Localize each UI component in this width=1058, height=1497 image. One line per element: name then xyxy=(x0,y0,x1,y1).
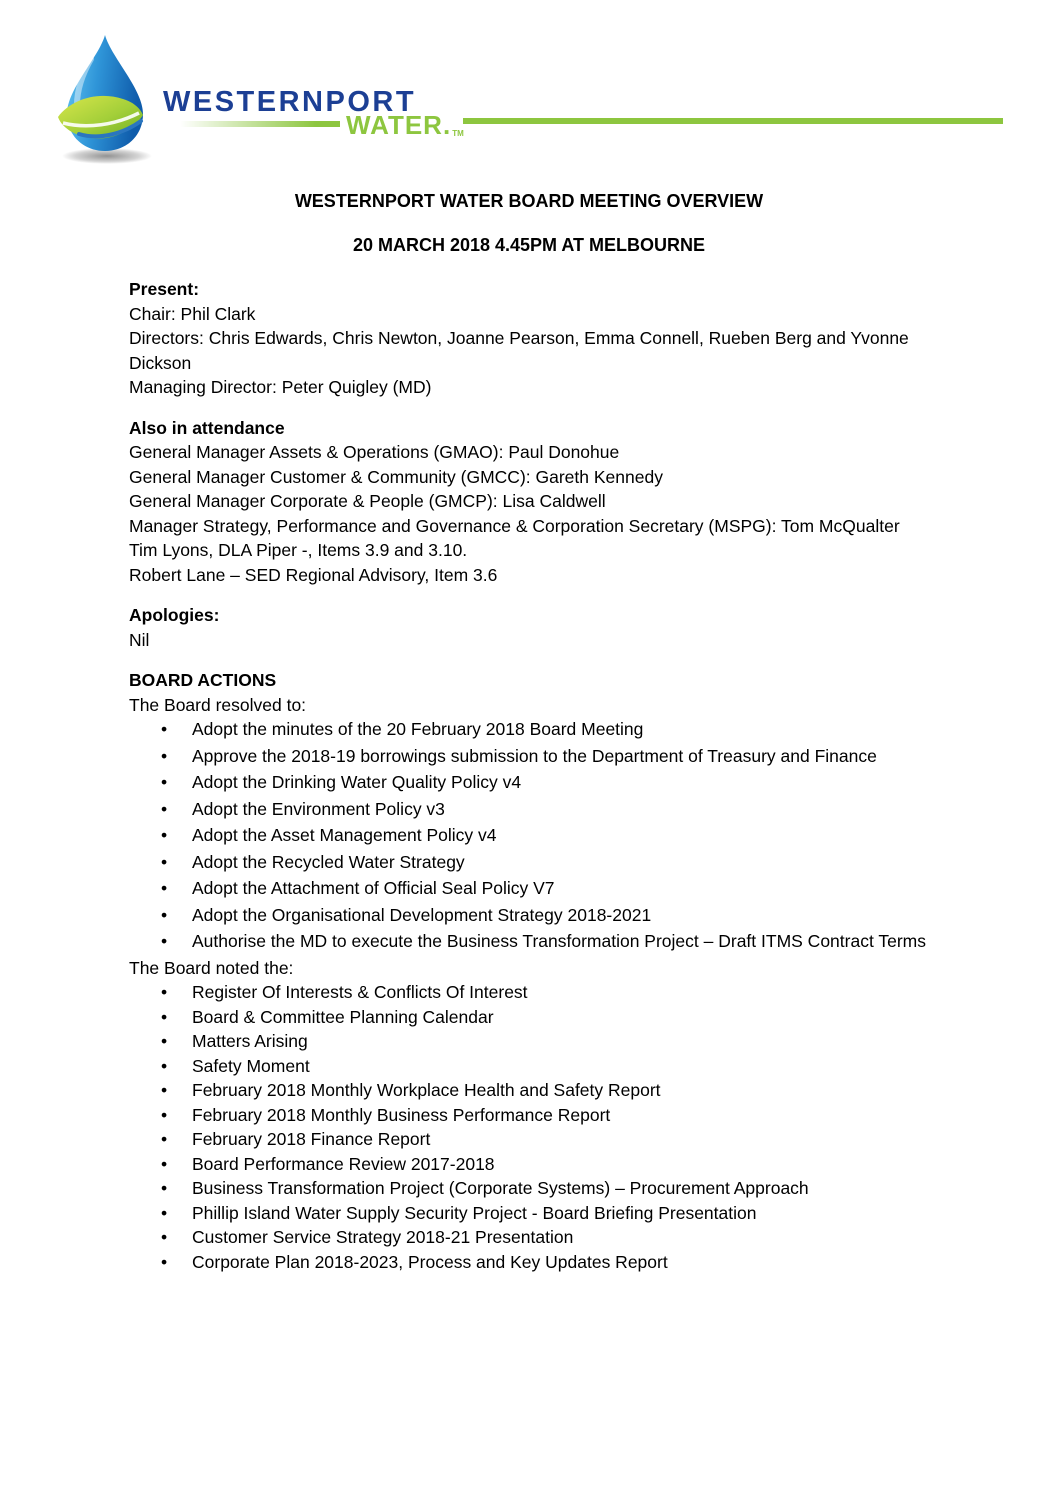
text-line: Nil xyxy=(129,629,150,650)
list-item xyxy=(129,1225,930,1250)
list-item-text: • Adopt the Environment Policy v3 xyxy=(192,798,445,819)
brand-name-westernport: WESTERNPORT xyxy=(163,86,417,118)
resolved-intro: The Board resolved to: xyxy=(129,694,307,715)
logo-header xyxy=(0,0,1058,175)
text-line: General Manager Assets & Operations (GMAO): Paul Donohue xyxy=(129,442,620,462)
brand-name-water xyxy=(346,110,464,141)
list-item-text: • Safety Moment xyxy=(192,1055,310,1076)
text-line: Tim Lyons, DLA Piper -, Items 3.9 and 3.10. xyxy=(129,540,468,560)
list-item-text: • Phillip Island Water Supply Security Project - Board Briefing Presentation xyxy=(192,1202,757,1223)
water-drop-leaf-logo-icon xyxy=(57,33,153,170)
board-actions-heading: BOARD ACTIONS xyxy=(129,670,277,690)
list-item-text: • Adopt the Drinking Water Quality Policy v4 xyxy=(192,772,522,792)
brand-gradient-bar xyxy=(180,121,340,127)
list-item-text: • Approve the 2018-19 borrowings submission to the Department of Treasury and Finance xyxy=(192,745,877,766)
page-title: WESTERNPORT WATER BOARD MEETING OVERVIEW xyxy=(294,191,764,211)
resolved-list xyxy=(129,717,930,954)
list-item-text: • Board Performance Review 2017-2018 xyxy=(192,1153,495,1174)
list-item xyxy=(129,1250,930,1275)
noted-list xyxy=(129,980,930,1274)
list-item xyxy=(129,1029,930,1054)
list-item xyxy=(129,1127,930,1152)
list-item-text: • Register Of Interests & Conflicts Of Interest xyxy=(192,982,528,1002)
list-item-text: • Matters Arising xyxy=(192,1031,308,1051)
list-item-text: • Adopt the Attachment of Official Seal Policy V7 xyxy=(192,878,555,898)
text-line: Robert Lane – SED Regional Advisory, Item 3.6 xyxy=(129,564,498,585)
list-item-text: • Authorise the MD to execute the Business Transformation Project – Draft ITMS Contract Terms xyxy=(192,931,927,951)
trademark-mark: TM xyxy=(452,129,464,138)
list-item xyxy=(129,744,930,769)
present-heading: Present: xyxy=(129,279,200,299)
section-board-actions xyxy=(129,668,930,1274)
list-item xyxy=(129,1054,930,1079)
list-item-text: • February 2018 Monthly Business Performance Report xyxy=(192,1104,611,1125)
attendance-heading: Also in attendance xyxy=(129,417,285,438)
list-item xyxy=(129,929,930,954)
list-item xyxy=(129,1005,930,1030)
text-line: Chair: Phil Clark xyxy=(129,303,256,324)
list-item xyxy=(129,850,930,875)
list-item xyxy=(129,903,930,928)
list-item xyxy=(129,1201,930,1226)
text-line: General Manager Corporate & People (GMCP): Lisa Caldwell xyxy=(129,491,606,511)
list-item xyxy=(129,1103,930,1128)
list-item xyxy=(129,823,930,848)
list-item xyxy=(129,770,930,795)
document-body xyxy=(0,277,1058,1274)
list-item-text: • Adopt the Asset Management Policy v4 xyxy=(192,825,497,845)
text-line: Manager Strategy, Performance and Governance & Corporation Secretary (MSPG): Tom McQualter xyxy=(129,515,900,536)
list-item xyxy=(129,980,930,1005)
list-item-text: • Corporate Plan 2018-2023, Process and Key Updates Report xyxy=(192,1251,668,1272)
brand-water-text: WATER. xyxy=(346,110,452,140)
section-present xyxy=(129,277,930,400)
section-attendance xyxy=(129,416,930,588)
list-item-text: • February 2018 Finance Report xyxy=(192,1129,431,1149)
text-line: Directors: Chris Edwards, Chris Newton, Joanne Pearson, Emma Connell, Rueben Berg and Yvonne Dickson xyxy=(129,328,909,373)
list-item xyxy=(129,876,930,901)
list-item xyxy=(129,1152,930,1177)
list-item-text: • Business Transformation Project (Corporate Systems) – Procurement Approach xyxy=(192,1178,809,1198)
text-line: General Manager Customer & Community (GMCC): Gareth Kennedy xyxy=(129,466,663,487)
noted-intro: The Board noted the: xyxy=(129,957,294,978)
list-item-text: • Adopt the minutes of the 20 February 2018 Board Meeting xyxy=(192,719,644,739)
page-subtitle: 20 MARCH 2018 4.45PM AT MELBOURNE xyxy=(352,235,706,255)
list-item-text: • Board & Committee Planning Calendar xyxy=(192,1006,494,1027)
section-apologies xyxy=(129,603,930,652)
list-item xyxy=(129,797,930,822)
brand-rule-line xyxy=(463,118,1003,124)
apologies-heading: Apologies: xyxy=(129,605,220,625)
list-item-text: • Adopt the Organisational Development Strategy 2018-2021 xyxy=(192,904,652,925)
list-item-text: • February 2018 Monthly Workplace Health and Safety Report xyxy=(192,1080,661,1100)
list-item xyxy=(129,717,930,742)
list-item-text: • Adopt the Recycled Water Strategy xyxy=(192,851,465,872)
list-item-text: • Customer Service Strategy 2018-21 Presentation xyxy=(192,1227,574,1247)
list-item xyxy=(129,1176,930,1201)
text-line: Managing Director: Peter Quigley (MD) xyxy=(129,377,432,397)
list-item xyxy=(129,1078,930,1103)
